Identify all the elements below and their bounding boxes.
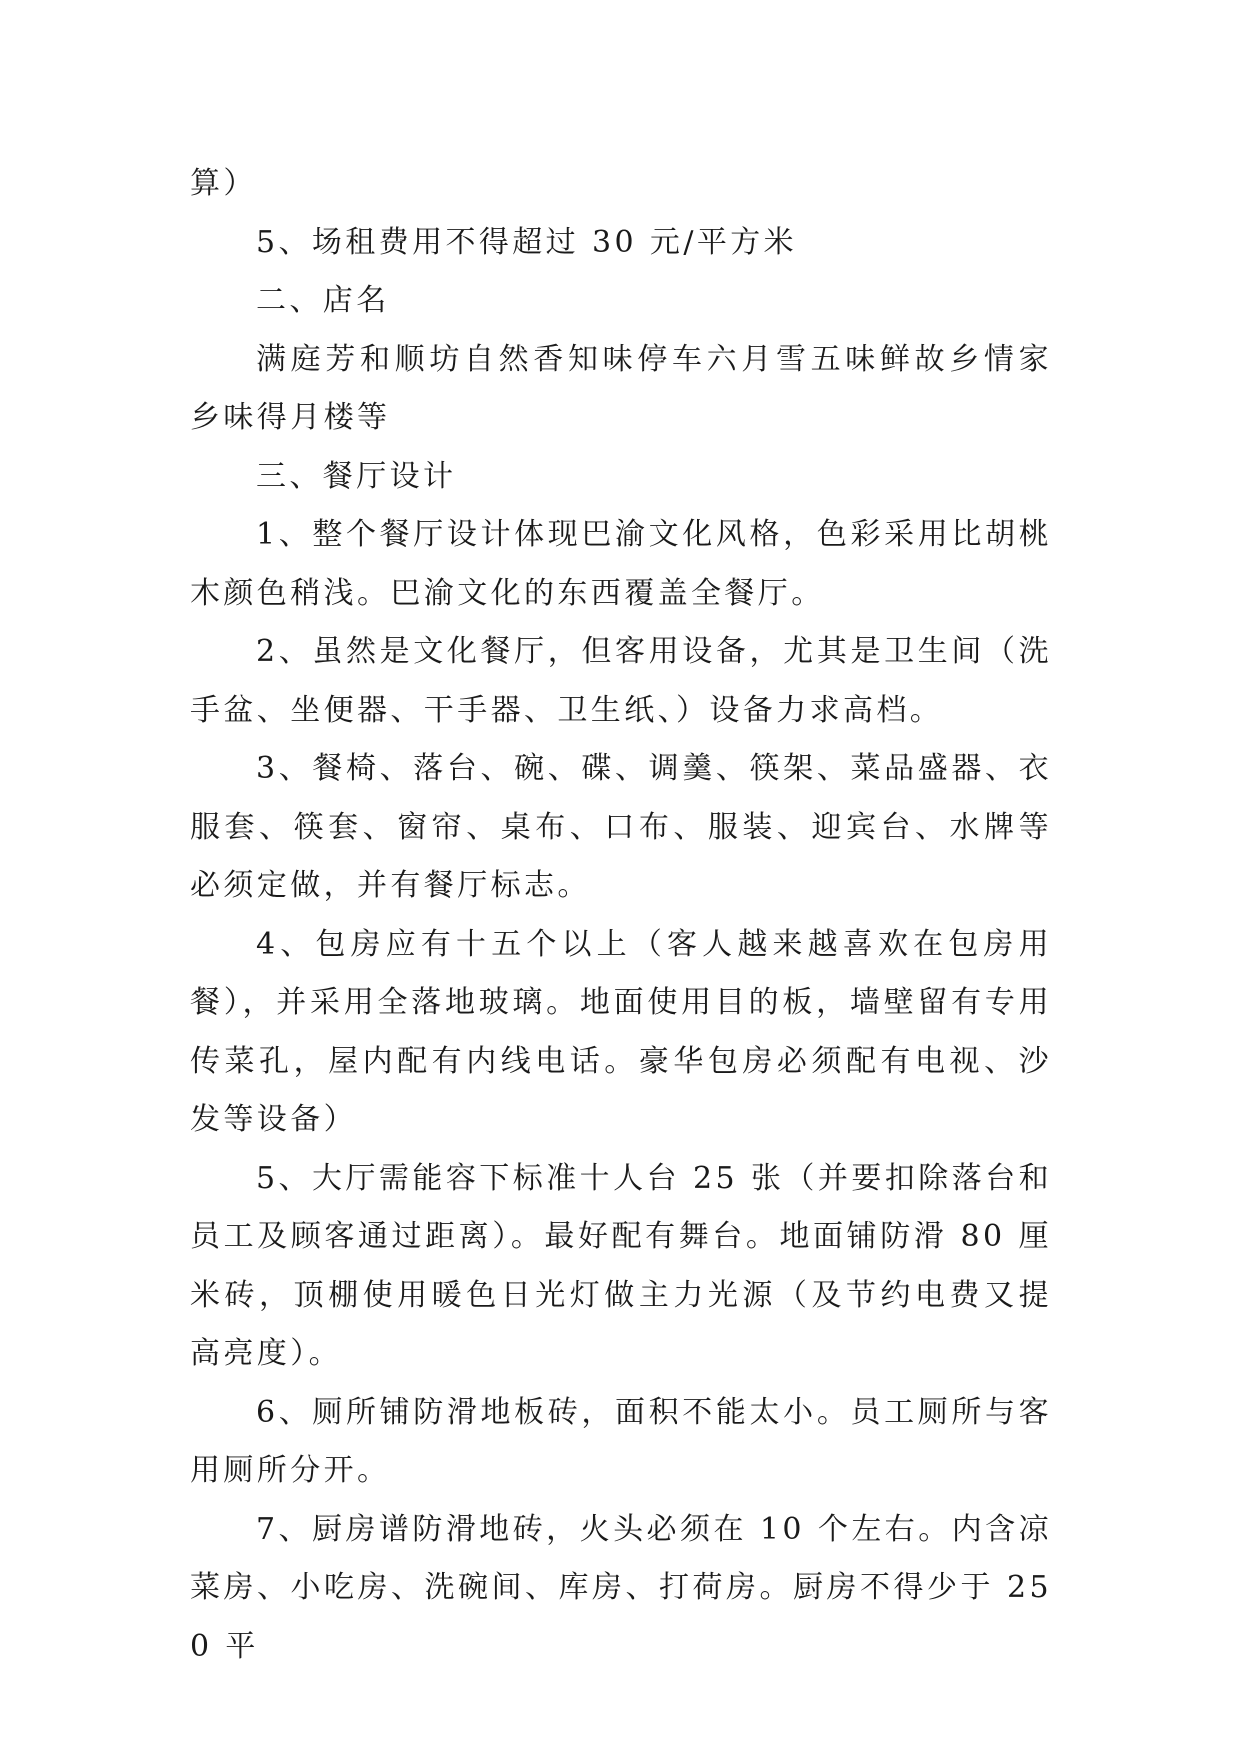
paragraph: 2、虽然是文化餐厅，但客用设备，尤其是卫生间（洗手盆、坐便器、干手器、卫生纸、）设备力求高档。 xyxy=(190,634,1052,728)
paragraph: 算） xyxy=(190,166,257,201)
paragraph: 3、餐椅、落台、碗、碟、调羹、筷架、菜品盛器、衣服套、筷套、窗帘、桌布、口布、服装、迎宾台、水牌等必须定做，并有餐厅标志。 xyxy=(190,751,1052,903)
paragraph: 4、包房应有十五个以上（客人越来越喜欢在包房用餐），并采用全落地玻璃。地面使用目的板，墙壁留有专用传菜孔，屋内配有内线电话。豪华包房必须配有电视、沙发等设备） xyxy=(190,926,1052,1137)
paragraph: 7、厨房谱防滑地砖，火头必须在 10 个左右。内含凉菜房、小吃房、洗碗间、库房、打荷房。厨房不得少于 250 平 xyxy=(190,1511,1052,1664)
section-heading: 二、店名 xyxy=(256,283,390,318)
section-heading: 三、餐厅设计 xyxy=(256,458,457,494)
paragraph: 满庭芳和顺坊自然香知味停车六月雪五味鲜故乡情家乡味得月楼等 xyxy=(190,341,1052,435)
paragraph: 6、厕所铺防滑地板砖，面积不能太小。员工厕所与客用厕所分开。 xyxy=(190,1394,1052,1488)
paragraph: 1、整个餐厅设计体现巴渝文化风格，色彩采用比胡桃木颜色稍浅。巴渝文化的东西覆盖全餐厅。 xyxy=(190,517,1052,611)
paragraph: 5、大厅需能容下标准十人台 25 张（并要扣除落台和员工及顾客通过距离）。最好配有舞台。地面铺防滑 80 厘米砖，顶棚使用暖色日光灯做主力光源（及节约电费又提高亮度）。 xyxy=(190,1160,1052,1371)
document-body xyxy=(190,155,1052,1676)
paragraph: 5、场租费用不得超过 30 元/平方米 xyxy=(256,224,798,260)
